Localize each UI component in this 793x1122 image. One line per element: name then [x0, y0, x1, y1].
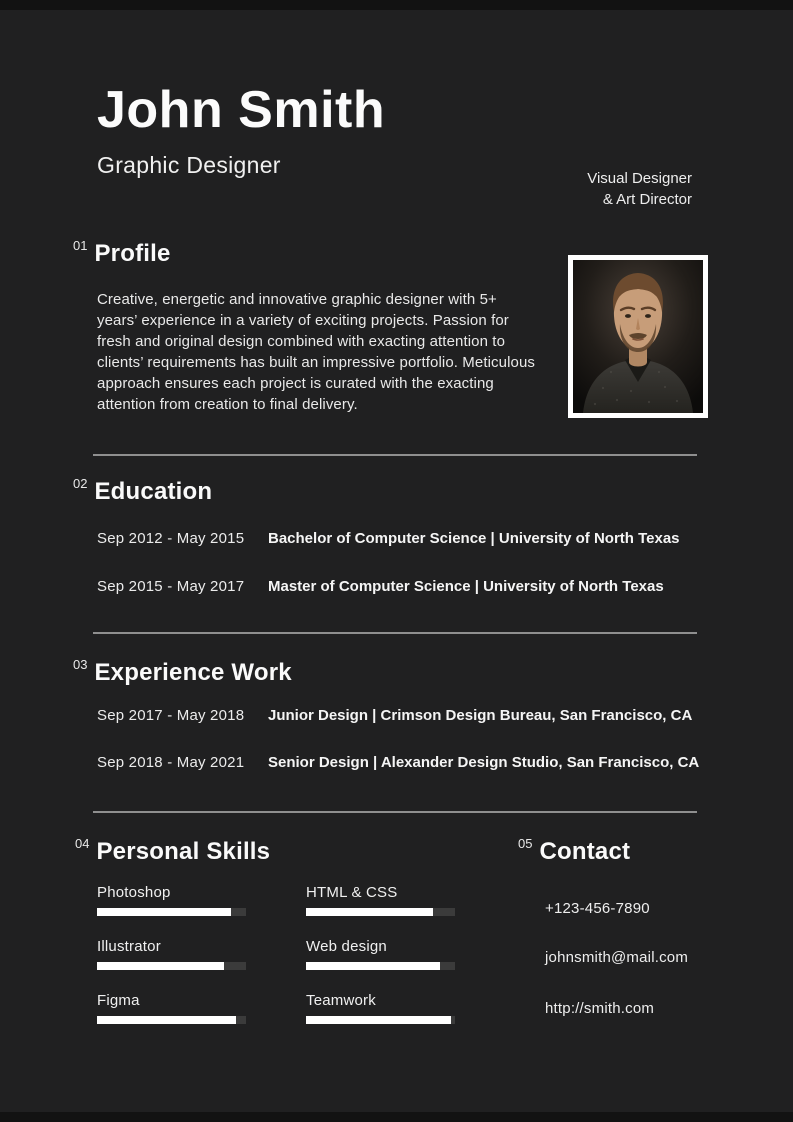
skill-bar-fill — [97, 908, 231, 916]
section-divider — [93, 632, 697, 634]
contact-email: johnsmith@mail.com — [545, 949, 689, 966]
skill-bar-fill — [306, 962, 440, 970]
section-title: Profile — [94, 240, 171, 267]
skill-bar-fill — [97, 1016, 236, 1024]
experience-dates: Sep 2017 - May 2018 — [97, 707, 245, 724]
experience-position: Senior Design | Alexander Design Studio, San Francisco, CA — [268, 754, 700, 771]
profile-summary: Creative, energetic and innovative graphic designer with 5+ years’ experience in a variety of exciting projects. Passion for fresh and original design combined with exacting attention to clients’ requirements has built an impressive portfolio. Meticulous approach ensures each project is curated with the exacting attention from creation to final delivery. — [97, 291, 536, 413]
section-number: 01 — [73, 238, 88, 253]
section-title: Personal Skills — [96, 838, 271, 865]
section-experience-heading — [73, 659, 292, 687]
skill-bar-fill — [306, 908, 433, 916]
section-divider — [93, 811, 697, 813]
contact-website: http://smith.com — [545, 1000, 655, 1017]
skill-bar-track — [97, 1016, 246, 1024]
section-profile-heading — [73, 240, 171, 268]
section-contact-heading — [518, 838, 630, 866]
section-number: 05 — [518, 836, 533, 851]
skill-label: HTML & CSS — [306, 884, 398, 901]
skill-bar-fill — [97, 962, 224, 970]
education-degree: Master of Computer Science | University of North Texas — [268, 578, 664, 595]
section-title: Education — [94, 478, 213, 505]
experience-position: Junior Design | Crimson Design Bureau, San Francisco, CA — [268, 707, 693, 724]
skill-label: Web design — [306, 938, 387, 955]
tagline-line-2: & Art Director — [602, 191, 692, 208]
profile-photo — [568, 255, 708, 418]
skill-label: Teamwork — [306, 992, 376, 1009]
section-title: Experience Work — [94, 659, 292, 686]
skill-bar-track — [306, 1016, 455, 1024]
person-name: John Smith — [97, 81, 386, 139]
tagline — [587, 168, 692, 210]
section-title: Contact — [539, 838, 631, 865]
skill-label: Photoshop — [97, 884, 171, 901]
experience-dates: Sep 2018 - May 2021 — [97, 754, 245, 771]
tagline-line-1: Visual Designer — [587, 170, 692, 187]
skill-bar-track — [306, 962, 455, 970]
section-divider — [93, 454, 697, 456]
skill-label: Figma — [97, 992, 140, 1009]
section-number: 02 — [73, 476, 88, 491]
skill-label: Illustrator — [97, 938, 161, 955]
education-dates: Sep 2015 - May 2017 — [97, 578, 245, 595]
portrait-illustration — [573, 260, 703, 413]
section-number: 04 — [75, 836, 90, 851]
skill-item — [97, 938, 246, 970]
job-title: Graphic Designer — [97, 152, 281, 178]
contact-phone: +123-456-7890 — [545, 900, 650, 917]
section-number: 03 — [73, 657, 88, 672]
education-dates: Sep 2012 - May 2015 — [97, 530, 245, 547]
skill-item — [306, 938, 455, 970]
bottom-edge-strip — [0, 1112, 793, 1122]
skill-bar-track — [306, 908, 455, 916]
skill-bar-track — [97, 962, 246, 970]
section-skills-heading — [75, 838, 270, 866]
skill-item — [97, 884, 246, 916]
education-degree: Bachelor of Computer Science | University of North Texas — [268, 530, 680, 547]
top-edge-strip — [0, 0, 793, 10]
skill-bar-track — [97, 908, 246, 916]
skill-bar-fill — [306, 1016, 451, 1024]
section-education-heading — [73, 478, 212, 506]
skill-item — [306, 992, 455, 1024]
skill-item — [306, 884, 455, 916]
skill-item — [97, 992, 246, 1024]
skills-grid — [97, 884, 457, 1024]
